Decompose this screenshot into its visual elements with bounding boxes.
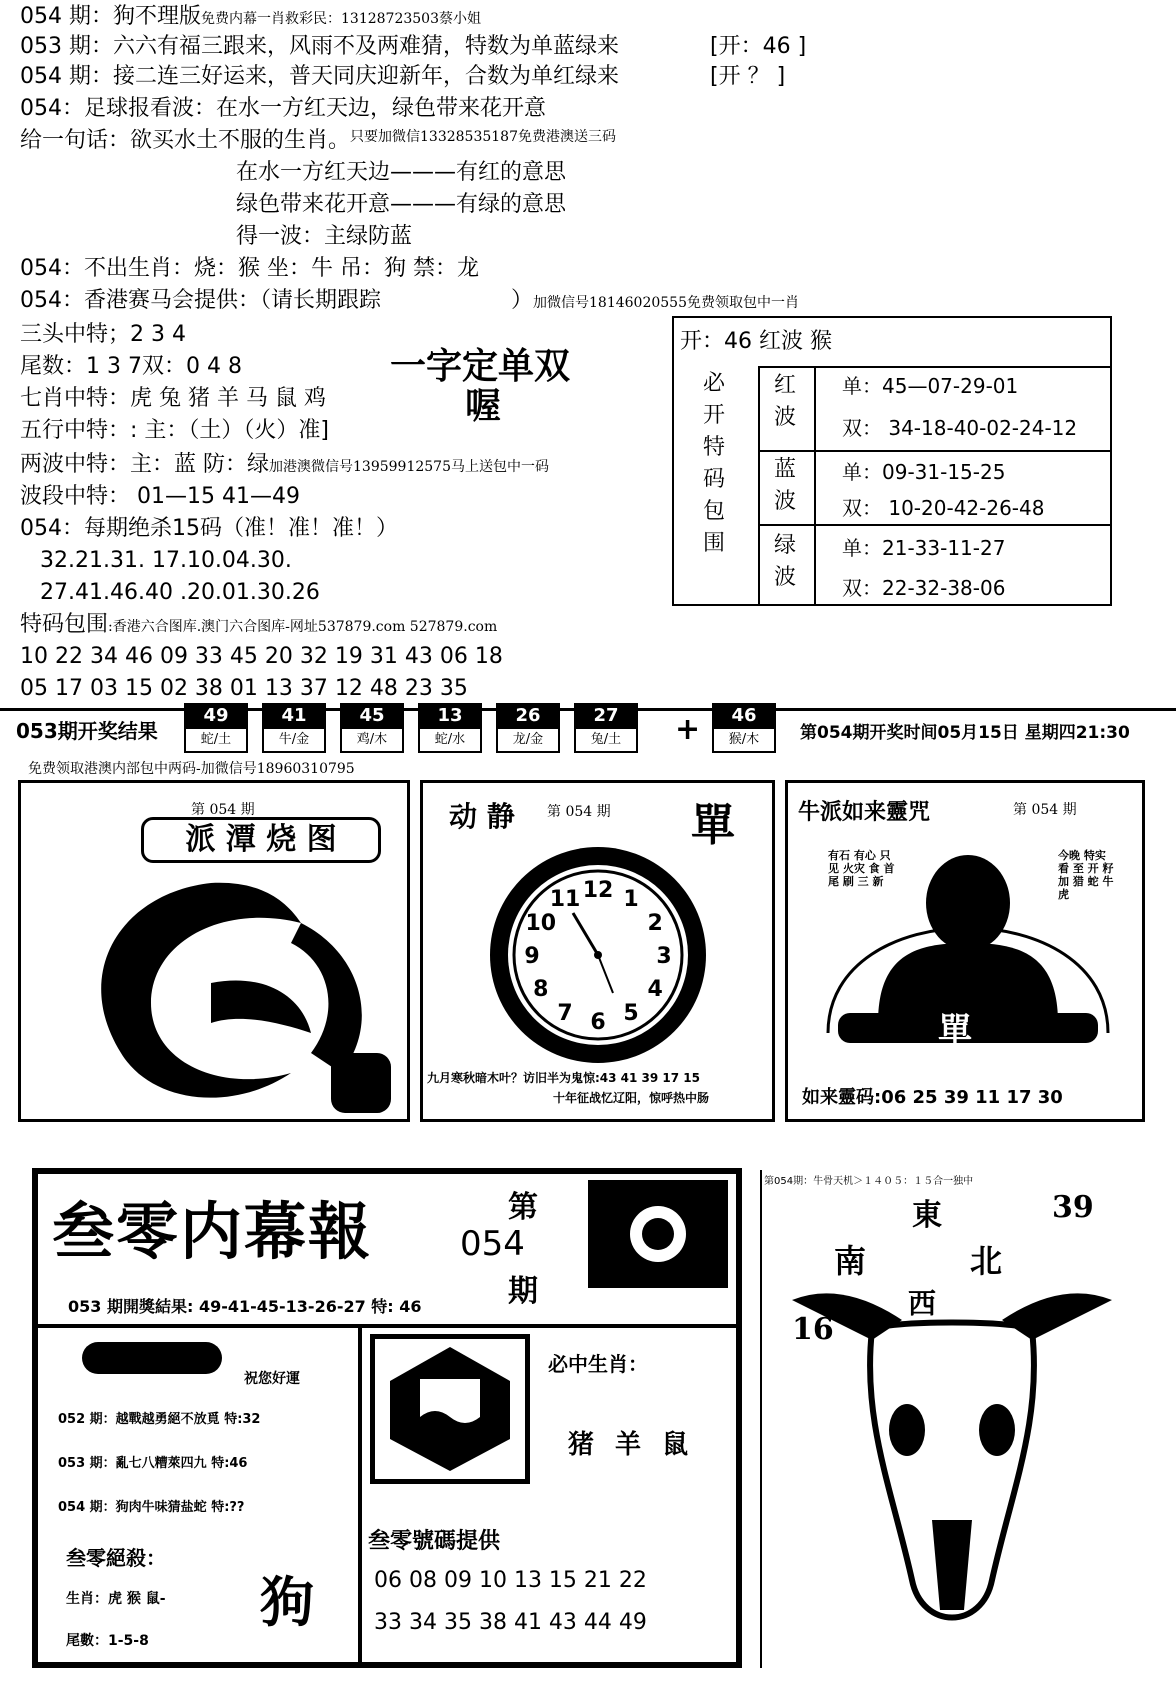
paper-panel xyxy=(32,1168,742,1668)
line-green-meaning: 绿色带来花开意———有绿的意思 xyxy=(236,192,567,217)
result-ball-tag: 兔/土 xyxy=(574,729,638,753)
wave-table-head: 开：46 红波 猴 xyxy=(680,329,832,354)
special-ball xyxy=(712,703,776,753)
result-ball xyxy=(574,703,638,753)
line-no-zodiac: 054：不出生肖：烧：猴 坐：牛 吊：狗 禁：龙 xyxy=(20,256,479,281)
blue-wave-label: 蓝波 xyxy=(773,457,796,514)
paper-qi: 期 xyxy=(508,1274,538,1309)
buddha-image xyxy=(785,780,1145,1122)
line-kill-nums-2: 27.41.46.40 .20.01.30.26 xyxy=(40,580,320,605)
result-ball-tag: 蛇/土 xyxy=(184,729,248,753)
line-football: 054：足球报看波：在水一方红天边，绿色带来花开意 xyxy=(20,96,546,121)
plus-sign: + xyxy=(675,712,701,747)
paper-kill: 叁零絕殺： xyxy=(66,1546,166,1570)
swirl-issue: 第 054 期 xyxy=(191,802,255,818)
paper-must: 必中生肖： xyxy=(548,1352,648,1376)
clock-number: 3 xyxy=(656,944,672,969)
line-054-text: 054 期：接二连三好运来，普天同庆迎新年，合数为单红绿来 xyxy=(20,64,619,89)
line-054-result: [开 ？ ] xyxy=(710,64,786,89)
special-ball-number: 46 xyxy=(712,703,776,729)
paper-emblem xyxy=(370,1334,530,1484)
paper-history-3: 054 期：狗肉牛味猜盐蛇 特:?? xyxy=(58,1500,245,1515)
buddha-right-text: 今晚 特实 看 至 开 籽 加 猎 蛇 牛 虎 xyxy=(1058,849,1114,901)
line-hkjc-text: 054：香港赛马会提供：（请长期跟踪 xyxy=(20,288,381,313)
clock-number: 6 xyxy=(590,1010,606,1035)
ad-text: 只要加微信13328535187免费港澳送三码 xyxy=(350,129,616,145)
line-surround-nums-2: 05 17 03 15 02 38 01 13 37 12 48 23 35 xyxy=(20,676,468,701)
red-wave-label: 红波 xyxy=(773,373,796,430)
line-054 xyxy=(20,62,619,92)
paper-title: 叁零内幕報 xyxy=(52,1195,373,1268)
clock-graphic xyxy=(463,843,733,1063)
wave-emblem-icon xyxy=(375,1339,525,1479)
wave-table xyxy=(672,316,1112,606)
paper-wish: 祝您好運 xyxy=(244,1371,300,1387)
result-ball-number: 26 xyxy=(496,703,560,729)
buddha-dan: 單 xyxy=(938,1011,972,1051)
green-single: 单：21-33-11-27 xyxy=(842,536,1006,560)
green-wave-label: 绿波 xyxy=(773,533,796,590)
skull-north: 北 xyxy=(970,1242,1003,1280)
result-ball-number: 13 xyxy=(418,703,482,729)
line-surround-nums-1: 10 22 34 46 09 33 45 20 32 19 31 43 06 18 xyxy=(20,644,503,669)
result-label: 053期开奖结果 xyxy=(16,719,158,743)
line-053-result: [开：46 ] xyxy=(710,34,807,59)
skull-west: 西 xyxy=(908,1287,937,1320)
line-title xyxy=(20,2,481,34)
line-kill15: 054：每期绝杀15码（准！准！准！） xyxy=(20,516,398,541)
line-three-heads: 三头中特；2 3 4 xyxy=(20,322,186,347)
result-ball xyxy=(262,703,326,753)
single-double-headline: 一字定单双 xyxy=(390,345,571,387)
skull-graphic xyxy=(782,1280,1122,1660)
buddha-issue: 第 054 期 xyxy=(1013,802,1077,818)
blue-single: 单：09-31-15-25 xyxy=(842,460,1006,484)
free-note: 免费领取港澳内部包中两码-加微信号18960310795 xyxy=(28,761,355,777)
ad-text: 加港澳微信号13959912575马上送包中一码 xyxy=(269,459,549,475)
buddha-left-text: 有石 有心 只见 火灾 食 首 尾 刷 三 新 xyxy=(828,849,895,888)
line-five-elements: 五行中特：: 主：（土）（火）准] xyxy=(20,418,329,443)
swirl-graphic xyxy=(61,863,401,1123)
blue-double: 双： 10-20-42-26-48 xyxy=(842,496,1045,520)
wave-table-side: 必开特码包围 xyxy=(702,371,725,556)
paper-tail: 尾數：1-5-8 xyxy=(66,1633,149,1649)
paper-photo-icon xyxy=(588,1180,728,1288)
buddha-title: 牛派如来靈咒 xyxy=(798,800,931,825)
skull-east: 東 xyxy=(912,1198,942,1233)
paper-numbers-2: 33 34 35 38 41 43 44 49 xyxy=(374,1610,647,1635)
result-ball-number: 41 xyxy=(262,703,326,729)
result-ball-tag: 鸡/木 xyxy=(340,729,404,753)
buddha-sub: (猪) xyxy=(944,1048,969,1064)
line-kill-nums-1: 32.21.31. 17.10.04.30. xyxy=(40,548,292,573)
paper-history-1: 052 期：越戰越勇絕不放覓 特:32 xyxy=(58,1412,261,1427)
line-title-text: 054 期：狗不理版 xyxy=(20,4,201,29)
line-053 xyxy=(20,32,619,62)
clock-title: 动 静 xyxy=(449,800,515,833)
ad-text: :香港六合图库.澳门六合图库-网址537879.com 527879.com xyxy=(108,619,498,635)
line-sentence xyxy=(20,126,616,158)
skull-panel xyxy=(760,1170,1144,1668)
line-surround-text: 特码包围 xyxy=(20,612,109,637)
result-ball-number: 27 xyxy=(574,703,638,729)
paper-di: 第 xyxy=(508,1190,538,1225)
skull-number-16: 16 xyxy=(792,1312,834,1347)
result-ball-tag: 牛/金 xyxy=(262,729,326,753)
paper-provide: 叁零號碼提供 xyxy=(368,1529,501,1554)
result-ball-tag: 龙/金 xyxy=(496,729,560,753)
result-ball xyxy=(496,703,560,753)
ad-text: 免费内幕一肖救彩民：13128723503蔡小姐 xyxy=(201,11,481,27)
line-wave: 得一波：主绿防蓝 xyxy=(236,224,413,249)
clock-number: 5 xyxy=(623,1001,639,1027)
paper-photo xyxy=(588,1180,728,1288)
clock-image xyxy=(420,780,775,1122)
red-single: 单：45—07-29-01 xyxy=(842,374,1019,398)
clock-dan: 單 xyxy=(691,800,735,851)
clock-issue: 第 054 期 xyxy=(547,804,611,820)
next-draw-time: 第054期开奖时间05月15日 星期四21:30 xyxy=(800,723,1130,743)
result-ball xyxy=(340,703,404,753)
paper-dog: 狗 xyxy=(260,1570,314,1634)
paper-numbers-1: 06 08 09 10 13 15 21 22 xyxy=(374,1568,647,1593)
line-band: 波段中特： 01—15 41—49 xyxy=(20,484,300,509)
buddha-code: 如来靈码:06 25 39 11 17 30 xyxy=(802,1087,1063,1108)
green-double: 双：22-32-38-06 xyxy=(842,576,1006,600)
clock-number: 8 xyxy=(533,977,549,1002)
line-hkjc xyxy=(20,286,799,318)
clock-number: 12 xyxy=(582,878,614,903)
clock-text-2: 十年征战忆辽阳，惊呼热中肠 xyxy=(553,1091,710,1105)
result-ball-number: 45 xyxy=(340,703,404,729)
result-ball-number: 49 xyxy=(184,703,248,729)
paper-issue: 054 xyxy=(460,1224,525,1264)
clock-number: 7 xyxy=(557,1001,573,1027)
clock-number: 1 xyxy=(623,886,639,912)
paper-pill xyxy=(82,1342,222,1374)
swirl-title: 派 潭 烧 图 xyxy=(141,817,381,863)
skull-south: 南 xyxy=(834,1242,867,1280)
line-sentence-text: 给一句话：欲买水土不服的生肖。 xyxy=(20,128,351,153)
clock-number: 10 xyxy=(525,911,557,936)
skull-caption: 第054期：牛骨天机＞１４０５：１５合一独中 xyxy=(764,1176,974,1187)
paper-zodiac: 生肖：虎 猴 鼠- xyxy=(66,1591,166,1607)
line-two-waves xyxy=(20,450,549,482)
clock-text-1: 九月寒秋暗木叶？访旧半为鬼惊:43 41 39 17 15 xyxy=(427,1071,701,1085)
clock-number: 4 xyxy=(647,977,663,1002)
clock-number: 11 xyxy=(549,886,581,912)
paper-must-value: 猪 羊 鼠 xyxy=(568,1430,695,1460)
ad-text: 加微信号18146020555免费领取包中一肖 xyxy=(533,295,799,311)
line-053-text: 053 期：六六有福三跟来，风雨不及两难猜，特数为单蓝绿来 xyxy=(20,34,619,59)
swirl-image xyxy=(18,780,410,1122)
line-hkjc-close: ） xyxy=(511,288,534,313)
line-two-waves-text: 两波中特：主：蓝 防：绿 xyxy=(20,452,269,477)
line-surround xyxy=(20,610,497,642)
single-double-exclaim: 喔 xyxy=(465,385,502,427)
result-ball xyxy=(418,703,482,753)
paper-history-2: 053 期：亂七八糟萊四九 特:46 xyxy=(58,1456,248,1471)
line-seven-zodiac: 七肖中特：虎 兔 猪 羊 马 鼠 鸡 xyxy=(20,386,326,411)
line-red-meaning: 在水一方红天边———有红的意思 xyxy=(236,160,567,185)
clock-number: 2 xyxy=(647,911,663,936)
clock-number: 9 xyxy=(524,944,540,969)
red-double: 双： 34-18-40-02-24-12 xyxy=(842,416,1078,440)
skull-number-39: 39 xyxy=(1052,1190,1094,1225)
paper-result: 053 期開獎結果: 49-41-45-13-26-27 特: 46 xyxy=(68,1297,422,1316)
special-ball-tag: 猴/木 xyxy=(712,729,776,753)
line-tails: 尾数：1 3 7双：0 4 8 xyxy=(20,354,242,379)
result-ball-tag: 蛇/水 xyxy=(418,729,482,753)
result-ball xyxy=(184,703,248,753)
